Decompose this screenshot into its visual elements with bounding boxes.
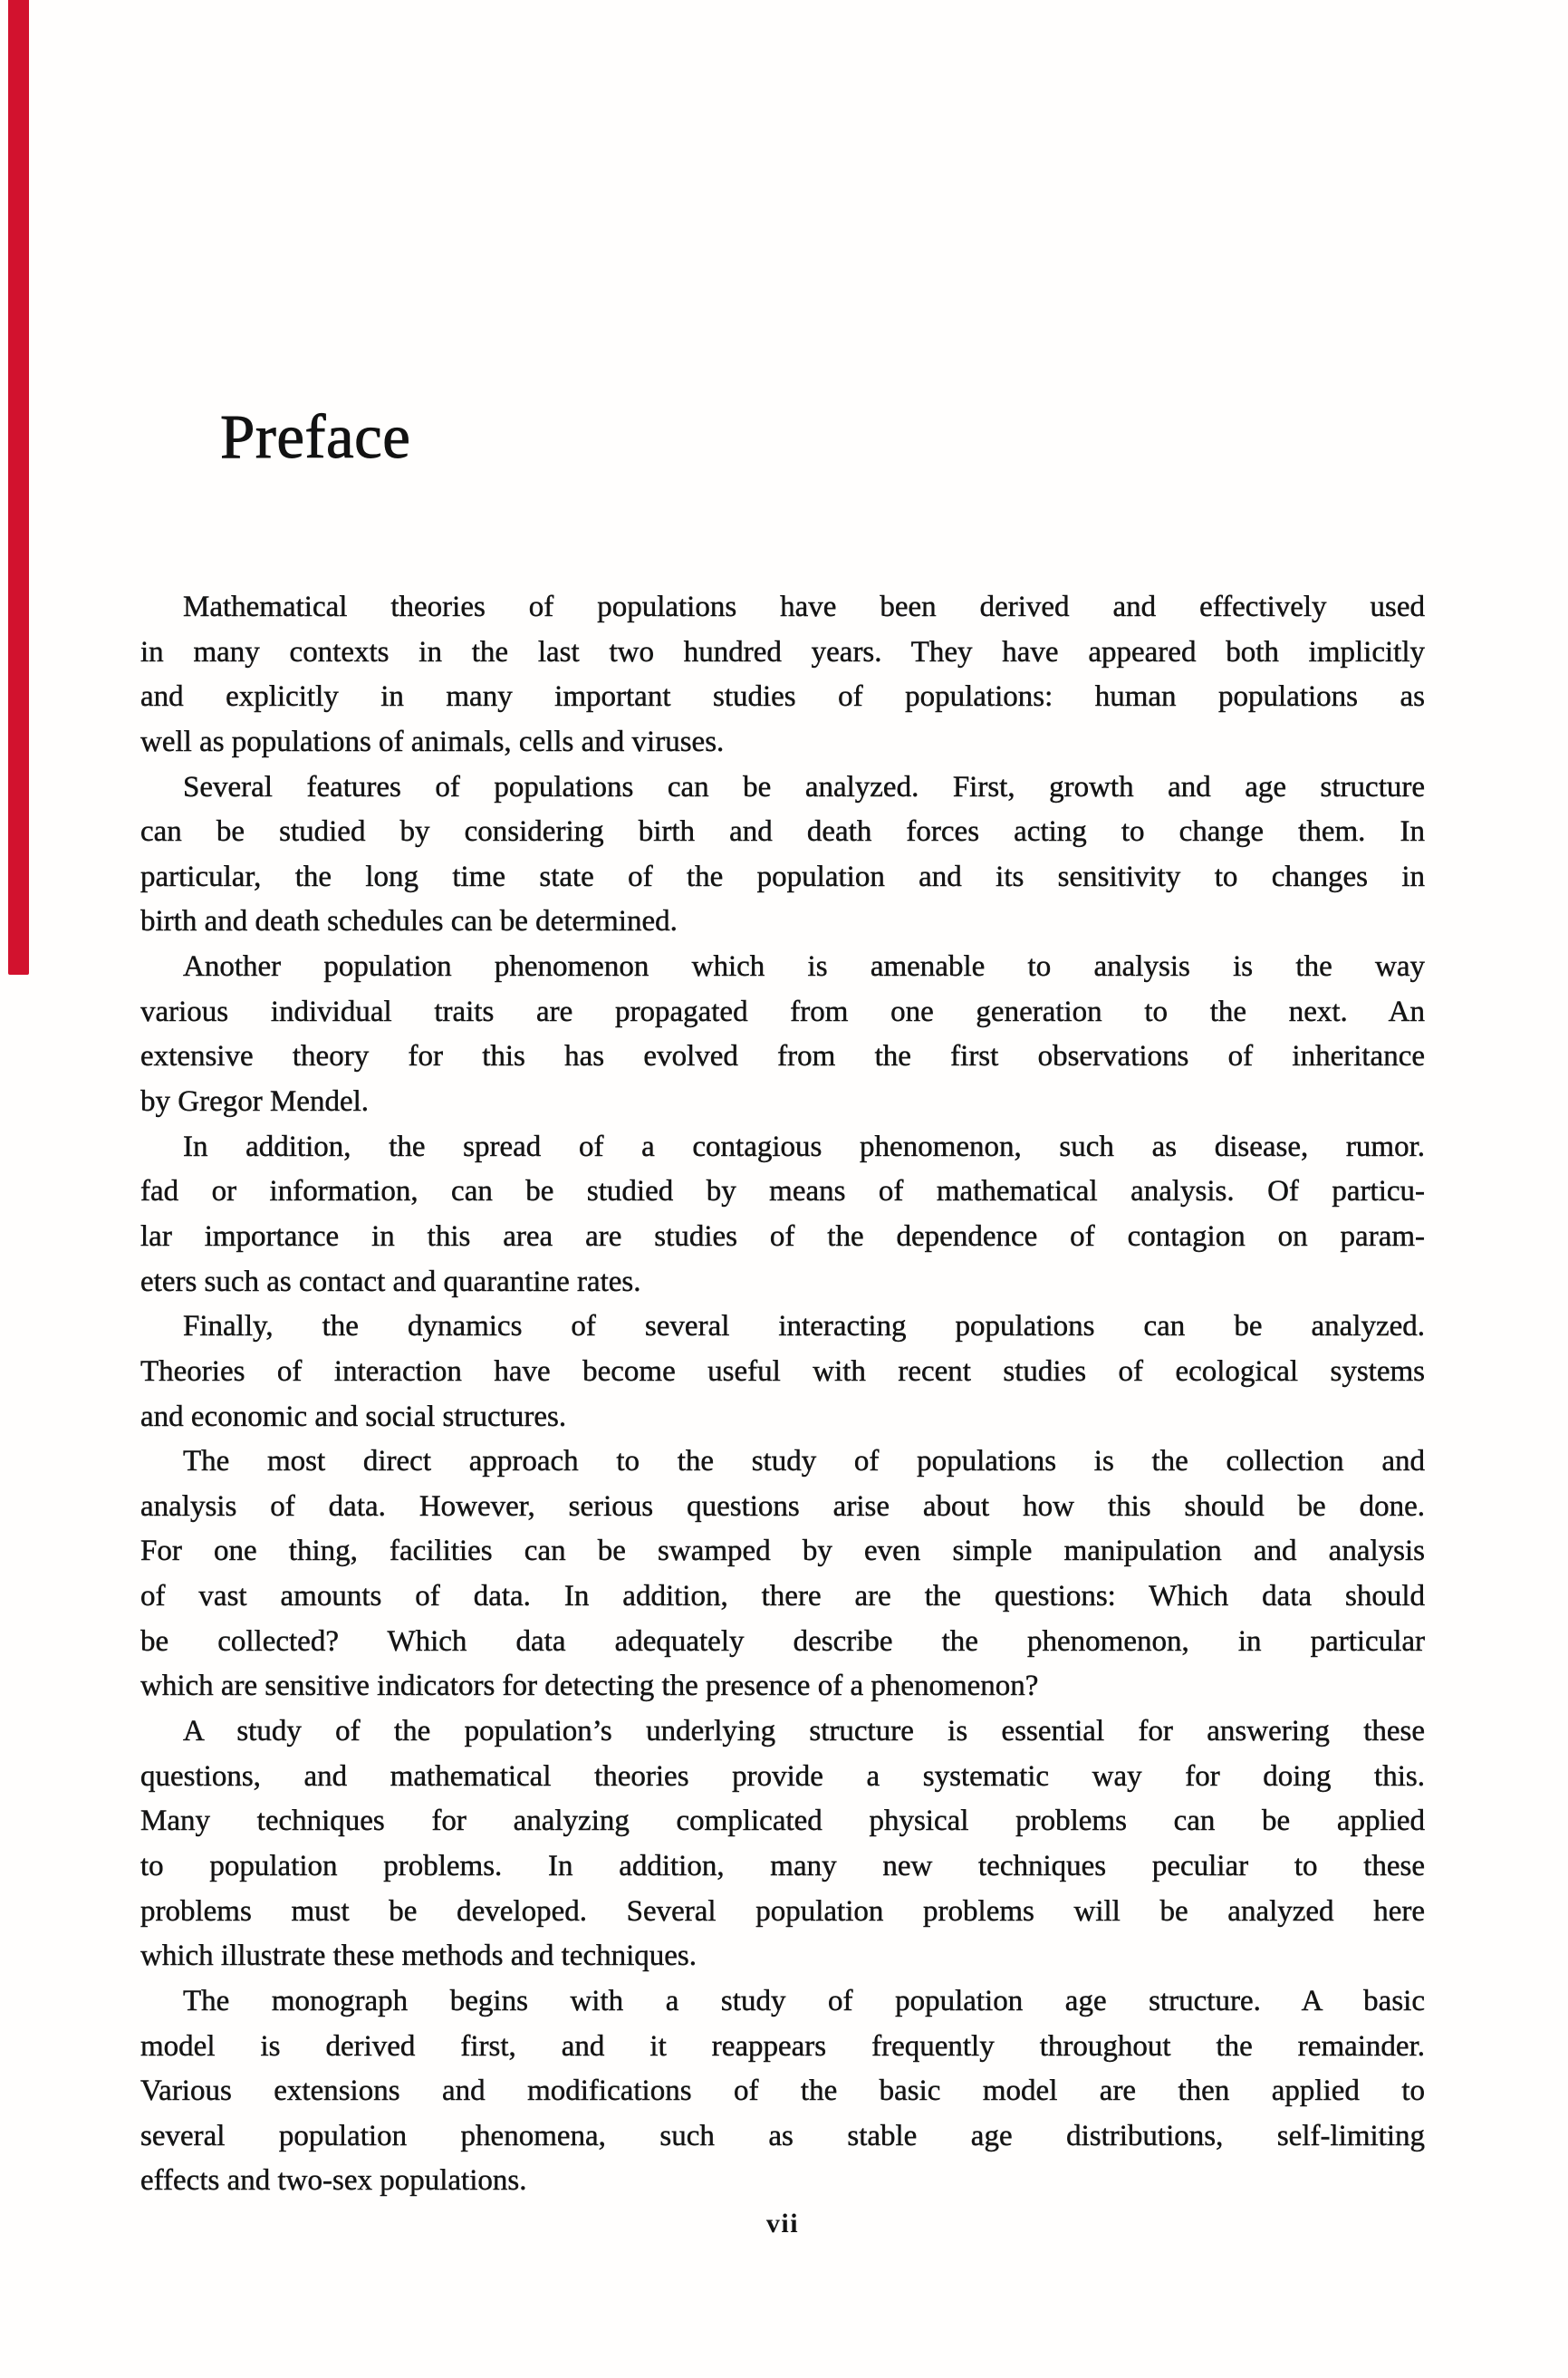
text-line: by Gregor Mendel. [140, 1085, 370, 1119]
text-line: effects and two-sex populations. [140, 2164, 527, 2198]
text-line: analysis of data. However, serious questions arise about how this should be done. [140, 1489, 1425, 1523]
text-line: The most direct approach to the study of populations is the collection and [183, 1445, 1425, 1478]
text-line: in many contexts in the last two hundred years. They have appeared both implicitly [140, 635, 1425, 669]
text-line: various individual traits are propagated from one generation to the next. An [140, 995, 1425, 1028]
text-line: of vast amounts of data. In addition, there are the questions: Which data should [140, 1580, 1425, 1613]
text-line: Another population phenomenon which is amenable to analysis is the way [183, 950, 1425, 984]
text-line: A study of the population’s underlying structure is essential for answering these [183, 1715, 1425, 1748]
text-line: Various extensions and modifications of the basic model are then applied to [140, 2075, 1425, 2108]
text-line: to population problems. In addition, many new techniques peculiar to these [140, 1849, 1425, 1882]
text-line: and economic and social structures. [140, 1400, 567, 1433]
text-line: birth and death schedules can be determined. [140, 905, 678, 939]
text-line: problems must be developed. Several population problems will be analyzed here [140, 1894, 1425, 1928]
page-number: vii [765, 2209, 800, 2238]
text-line: which illustrate these methods and techniques. [140, 1940, 697, 1973]
text-line: and explicitly in many important studies of populations: human populations as [140, 680, 1425, 714]
text-line: which are sensitive indicators for detecting the presence of a phenomenon? [140, 1670, 1039, 1703]
text-line: particular, the long time state of the population and its sensitivity to changes in [140, 860, 1425, 893]
text-line: Several features of populations can be analyzed. First, growth and age structure [183, 770, 1425, 804]
text-line: eters such as contact and quarantine rates. [140, 1265, 641, 1298]
page-title: Preface [220, 402, 411, 471]
text-line: be collected? Which data adequately describe the phenomenon, in particular [140, 1624, 1425, 1658]
text-line: In addition, the spread of a contagious phenomenon, such as disease, rumor. [183, 1130, 1425, 1163]
text-line: lar importance in this area are studies of the dependence of contagion on param- [140, 1219, 1425, 1253]
text-line: For one thing, facilities can be swamped by even simple manipulation and analysis [140, 1535, 1425, 1568]
text-line: several population phenomena, such as stable age distributions, self-limiting [140, 2119, 1425, 2152]
text-line: can be studied by considering birth and death forces acting to change them. In [140, 815, 1425, 849]
text-line: questions, and mathematical theories provide a systematic way for doing this. [140, 1759, 1425, 1793]
text-line: Finally, the dynamics of several interacting populations can be analyzed. [183, 1310, 1425, 1343]
text-line: Mathematical theories of populations have been derived and effectively used [183, 591, 1425, 623]
text-line: Many techniques for analyzing complicated physical problems can be applied [140, 1805, 1425, 1838]
red-edge-stripe [8, 0, 29, 975]
text-line: extensive theory for this has evolved from the first observations of inheritance [140, 1040, 1425, 1073]
text-line: well as populations of animals, cells and viruses. [140, 725, 725, 758]
preface-body-text [140, 585, 1425, 2204]
text-line: model is derived first, and it reappears frequently throughout the remainder. [140, 2029, 1425, 2063]
text-line: fad or information, can be studied by means of mathematical analysis. Of particu- [140, 1175, 1425, 1208]
text-line: The monograph begins with a study of population age structure. A basic [183, 1984, 1425, 2017]
text-line: Theories of interaction have become useful with recent studies of ecological systems [140, 1354, 1425, 1388]
